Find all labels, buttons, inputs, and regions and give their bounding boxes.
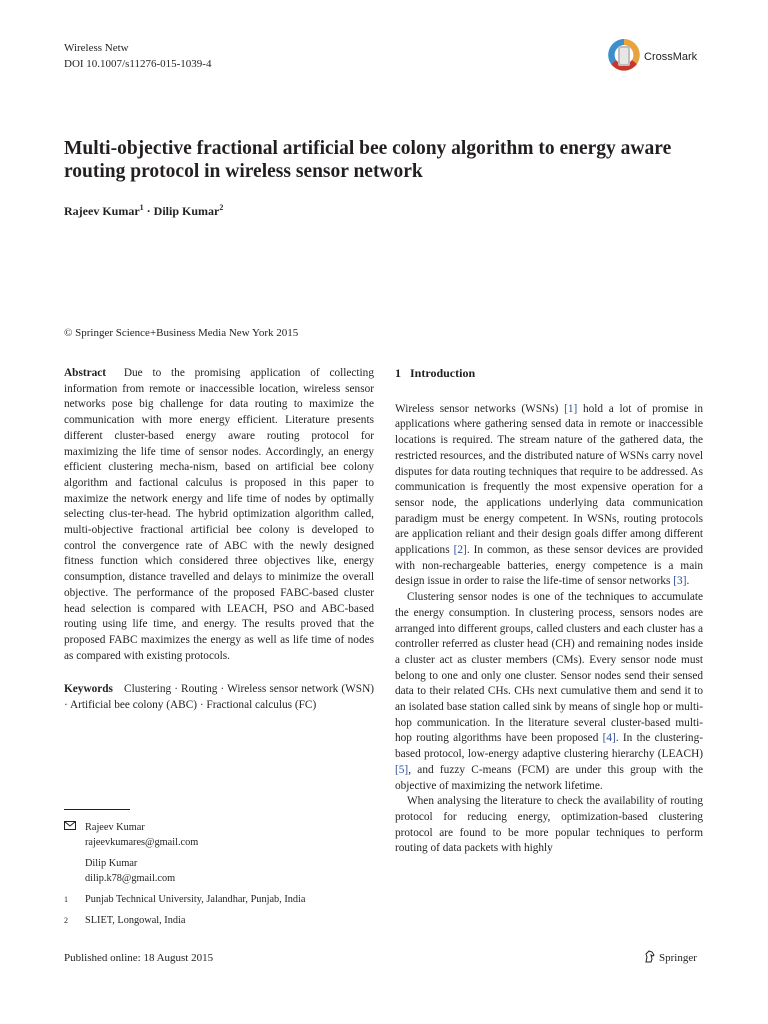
keywords-label: Keywords	[64, 683, 113, 696]
right-column	[395, 366, 703, 857]
corresponding-author-email[interactable]: rajeevkumares@gmail.com	[85, 837, 199, 848]
intro-paragraph-2	[395, 590, 703, 794]
doi[interactable]: DOI 10.1007/s11276-015-1039-4	[64, 58, 212, 70]
author-1[interactable]: Rajeev Kumar	[64, 204, 140, 218]
text-run: Wireless sensor networks (WSNs)	[395, 402, 565, 415]
citation-link[interactable]: [5]	[395, 763, 409, 776]
section-heading	[395, 366, 703, 382]
section-title: Introduction	[410, 366, 476, 380]
affiliation-text: Punjab Technical University, Jalandhar, Punjab, India	[85, 894, 306, 905]
second-author-name: Dilip Kumar	[85, 858, 138, 869]
keywords-text: Clustering · Routing · Wireless sensor network (WSN) · Artificial bee colony (ABC) · Fractional calculus (FC)	[64, 683, 374, 712]
copyright-notice: © Springer Science+Business Media New York 2015	[64, 327, 299, 339]
second-author-email[interactable]: dilip.k78@gmail.com	[85, 873, 176, 884]
author-2[interactable]: Dilip Kumar	[153, 204, 220, 218]
intro-paragraph-1	[395, 402, 703, 590]
corresponding-author-name: Rajeev Kumar	[85, 822, 145, 833]
author-1-affiliation: 1	[139, 203, 144, 212]
author-2-affiliation: 2	[219, 203, 224, 212]
affiliation-number: 1	[64, 895, 68, 904]
text-run: . In common, as these sensor devices are provided with non-rechargeable batteries, energy competence is a main design issue in order to raise the life-time of sensor networks	[395, 544, 703, 588]
section-number: 1	[395, 366, 401, 380]
springer-horse-icon	[644, 950, 656, 966]
keywords	[64, 682, 374, 713]
text-run: hold a lot of promise in applications where gathering sensed data in remote or inaccessible locations is required. The stream nature of the gathered data, the restricted resources, and the distributed nature of WSNs carry novel disputes for data routing techniques that require to be addressed. As communication is frequently the most expensive operation for a sensor node, the applications underlying data communication paradigm must be energy competent. In WSNs, routing protocols are application reliant and their design goals differ among different applications	[395, 402, 704, 557]
correspondence	[64, 820, 198, 886]
envelope-icon	[64, 820, 85, 835]
text-run: . In the clustering-based protocol, low-energy adaptive clustering hierarchy (LEACH)	[395, 732, 703, 761]
affiliations	[64, 892, 305, 934]
footnote-divider	[64, 809, 130, 810]
affiliation-1	[64, 892, 305, 907]
journal-header	[64, 40, 211, 72]
citation-link[interactable]: [3]	[673, 575, 687, 588]
author-list	[64, 203, 223, 219]
affiliation-2	[64, 913, 305, 928]
publication-date: Published online: 18 August 2015	[64, 952, 214, 964]
article-title: Multi-objective fractional artificial bee colony algorithm to energy aware routing protocol in wireless sensor network	[64, 138, 672, 182]
left-column	[64, 366, 374, 714]
affiliation-text: SLIET, Longowal, India	[85, 915, 186, 926]
citation-link[interactable]: [1]	[564, 402, 578, 415]
affiliation-number: 2	[64, 916, 68, 925]
crossmark-badge[interactable]	[607, 38, 707, 76]
citation-link[interactable]: [2]	[453, 544, 467, 557]
abstract-label: Abstract	[64, 367, 107, 379]
text-run: Clustering sensor nodes is one of the techniques to accumulate the energy consumption. In clustering process, sensors nodes are arranged into different groups, called clusters and each cluster has a controller referred as cluster head (CH) and remaining nodes inside a cluster act as cluster members (CMs). Every sensor node must belong to one and only one cluster. Sensor nodes send their sensed data to their related CHs. CHs next cumulative them and send it to an isolated base station called sink by means of single hop or multi-hop communication. In the literature several cluster-based multi-hop routing algorithms have been proposed	[395, 591, 703, 745]
crossmark-icon	[607, 37, 641, 78]
abstract-text: Due to the promising application of collecting information from remote or inaccessible location, wireless sensor networks pose big challenge for data routing to maximize the communication with more energy efficient. Literature presents different cluster-based energy aware routing protocol for maximizing the life time of sensor nodes. Accordingly, an energy efficient clustering mecha-nism, based on artificial bee colony algorithm and factional calculus is proposed in this paper to maximize the network energy and life time of nodes by optimally selecting clus-ter-head. The hybrid optimization algorithm called, multi-objective fractional artificial bee colony is developed to control the convergence rate of ABC with the newly designed fitness function which considered three objectives like, energy consumption, distance travelled and delays to minimize the overall objective. The performance of the proposed FABC-based cluster head selection is compared with LEACH, PSO and ABC-based routing using life time, and energy. The results proved that the proposed FABC maximizes the energy as well as life time of nodes as compared with existing protocols.	[64, 367, 374, 662]
crossmark-label: CrossMark	[644, 51, 698, 63]
text-run: .	[686, 575, 690, 588]
journal-name: Wireless Netw	[64, 42, 129, 54]
text-run: , and fuzzy C-means (FCM) are under this group with the objective of maximizing the network lifetime.	[395, 763, 703, 792]
author-separator: ·	[146, 204, 151, 218]
abstract	[64, 366, 374, 664]
citation-link[interactable]: [4]	[602, 732, 616, 745]
publisher-name: Springer	[659, 952, 697, 964]
intro-paragraph-3: When analysing the literature to check the availability of routing protocol for reducing energy, optimization-based clustering protocol are found to be more popular techniques to perform routing of data packets with highly	[395, 795, 703, 855]
publisher-logo[interactable]	[644, 950, 697, 966]
